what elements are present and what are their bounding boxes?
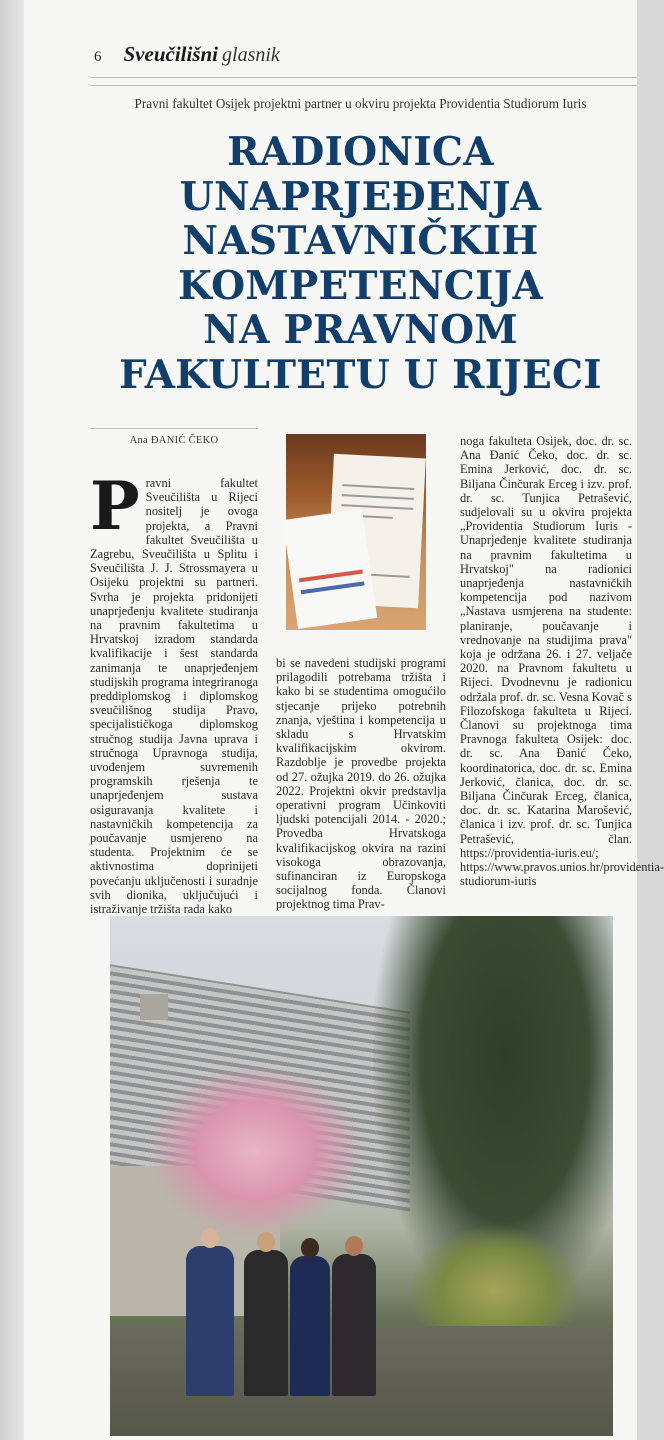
scan-edge (0, 0, 24, 1440)
article-headline (94, 130, 627, 397)
group-photo (110, 916, 613, 1436)
masthead (94, 42, 280, 72)
person-head (345, 1236, 363, 1256)
brand-bold: Sveučilišni (123, 42, 219, 66)
brand-light: glasnik (222, 44, 280, 66)
headline-line: FAKULTETU U RIJECI (119, 351, 602, 398)
headline-line: NASTAVNIČKIH (182, 218, 539, 264)
column-text: bi se navedeni studijski programi prilagodili potrebama tržišta i kako bi se studentima omogućilo stjecanje prijeko potrebnih znanja, vještina i kompetencija u skladu s Hrvatskim kvalifikacijskim okvirom. Razdoblje je provedbe projekta od 27. ožujka 2019. do 26. ožujka 2022. Projektni okvir predstavlja operativni program Učinkoviti ljudski potencijali 2014. - 2020.; Provedba Hrvatskoga kvalifikacijskog okvira na razini visokoga obrazovanja, sufinanciran iz Europskoga socijalnog fonda. Članovi projektnog tima Prav- (276, 656, 446, 912)
person (332, 1254, 376, 1396)
newspaper-page (24, 0, 664, 1440)
headline-line: UNAPRJEĐENJA (179, 173, 542, 220)
headline-line: NA PRAVNOM (203, 307, 518, 353)
column-text: noga fakulteta Osijek, doc. dr. sc. Ana Đanić Čeko, doc. dr. sc. Emina Jerković, doc. dr. sc. Biljana Činčurak Erceg i izv. prof. dr. sc. Tunjica Petrašević, sudjelovali su u okviru projekta „Providentia Studiorum Iuris - Unaprjeđenje kvalitete studiranja na pravnim fakultetima u Hrvatskoj" na radionici unaprjeđenja nastavničkih kompetencija pod nazivom „Nastava usmjerena na studente: planiranje, poučavanje i vrednovanje na studijima prava" koja je održana 26. i 27. veljače 2020. na Pravnom fakultetu u Rijeci. Dvodnevnu je radionicu održala prof. dr. sc. Vesna Kovač s Filozofskoga fakulteta u Rijeci. Članovi su projektnoga tima Pravnoga fakulteta Osijek: doc. dr. sc. Ana Đanić Čeko, koordinatorica, doc. dr. sc. Emina Jerković, članica, doc. dr. sc. Biljana Činčurak Erceg, članica, doc. dr. sc. Katarina Marošević, članica i izv. prof. dr. sc. Tunjica Petrašević, član. https://providentia-iuris.eu/; https://www.pravos.unios.hr/providentia-studiorum-iuris (460, 434, 664, 889)
person (244, 1250, 288, 1396)
drop-cap: P (90, 467, 140, 545)
person-head (301, 1238, 319, 1258)
divider (90, 428, 258, 429)
article-column-2 (276, 656, 446, 912)
headline-line: RADIONICA (227, 129, 494, 175)
divider (90, 85, 637, 86)
person (290, 1256, 330, 1396)
magnolia-tree (150, 1066, 360, 1236)
divider (90, 77, 637, 78)
brochure-paper (283, 509, 378, 629)
page-number: 6 (94, 49, 102, 65)
headline-line: KOMPETENCIJA (177, 262, 544, 309)
article-column-3 (460, 434, 664, 889)
person (186, 1246, 234, 1396)
article-kicker: Pravni fakultet Osijek projektni partner u okviru projekta Providentia Studiorum Iuris (134, 96, 587, 111)
column-text: ravni fakultet Sveučilišta u Rijeci nositelj je ovoga projekta, a Pravni fakultet Sveučilišta u Zagrebu, Sveučilišta u Splitu i Sveučilišta J. J. Strossmayera u Osijeku projektni su partneri. Svrha je projekta pridonijeti unaprjeđenju kvalitete studiranja na pravnim fakultetima u Hrvatskoj izradom standarda kvalifikacije i šest standarda zanimanja te unaprjeđenjem studijskih programa integriranoga preddiplomskog i diplomskog sveučilišnog studija Pravo, specijalističkoga diplomskog stručnog studija Javna uprava i stručnoga Upravnoga studija, uvođenjem suvremenih programskih rješenja te unaprjeđenjem sustava osiguravanja kvalitete i nastavničkih kompetencija za poučavanje usmjereno na studenta. Projektnim će se aktivnostima doprinijeti povećanju uključenosti i suradnje svih dionika, uključujući i istraživanje tržišta rada kako (90, 476, 258, 917)
author-byline: Ana ĐANIĆ ČEKO (129, 435, 219, 446)
person-head (201, 1228, 219, 1248)
person-head (257, 1232, 275, 1252)
article-column-1 (90, 467, 258, 917)
document-photo (286, 434, 426, 630)
publication-name (124, 42, 280, 67)
chimney (140, 994, 168, 1020)
byline-block (90, 428, 258, 446)
